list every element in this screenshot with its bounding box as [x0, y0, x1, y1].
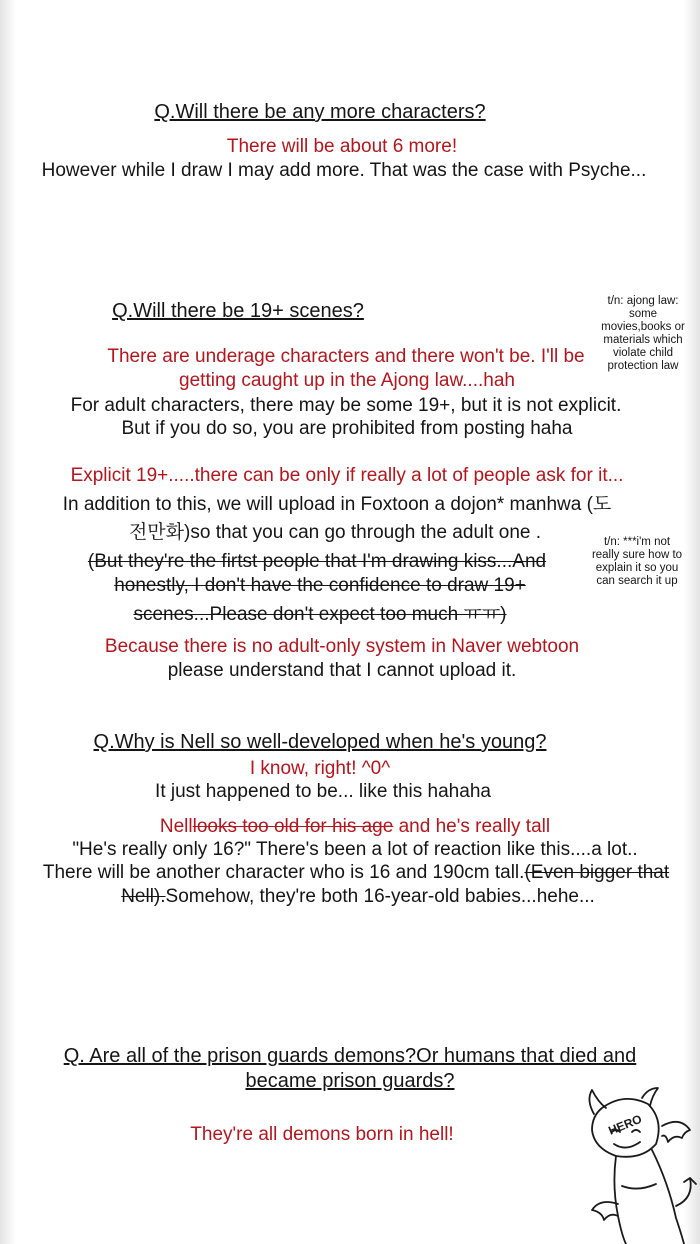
q3-line-6: Nell).Somehow, they're both 16-year-old babies...hehe...: [121, 886, 595, 907]
q2-red-line-2: getting caught up in the Ajong law....hah: [179, 370, 515, 391]
q2-red-line-1: There are underage characters and there won't be. I'll be: [107, 346, 585, 367]
q3-question: Q.Why is Nell so well-developed when he's young?: [93, 731, 547, 753]
q3-line-4: "He's really only 16?" There's been a lot of reaction like this....a lot..: [72, 839, 638, 860]
translator-note-dojon: t/n: ***i'm not really sure how to explain it so you can search it up: [591, 536, 683, 587]
q4-red-answer: They're all demons born in hell!: [190, 1124, 454, 1145]
q2-struck-line-8: (But they're the firtst people that I'm drawing kiss...And: [87, 551, 547, 572]
q3-red-answer: I know, right! ^0^: [249, 758, 391, 779]
q2-line-4: But if you do so, you are prohibited from posting haha: [121, 418, 573, 439]
q1-question: Q.Will there be any more characters?: [154, 101, 486, 123]
q1-answer: However while I draw I may add more. That was the case with Psyche...: [41, 160, 647, 181]
q1-red-answer: There will be about 6 more!: [226, 136, 458, 157]
q4-question-line-1: Q. Are all of the prison guards demons?Or humans that died and: [63, 1045, 637, 1067]
q2-line-3: For adult characters, there may be some 19+, but it is not explicit.: [70, 395, 622, 416]
q3-line-5: There will be another character who is 16 and 190cm tall.(Even bigger that: [42, 862, 670, 883]
q2-struck-line-9: honestly, I don't have the confidence to draw 19+: [114, 575, 526, 596]
translator-note-ajong-law: t/n: ajong law: some movies,books or materials which violate child protection law: [601, 295, 685, 372]
q2-line-6: In addition to this, we will upload in Foxtoon a dojon* manhwa (도: [62, 494, 612, 515]
q3-line-2: It just happened to be... like this hahaha: [155, 781, 491, 802]
q2-line-7: 전만화)so that you can go through the adult one .: [128, 522, 542, 543]
q2-red-line-5: Explicit 19+.....there can be only if really a lot of people ask for it...: [70, 465, 624, 486]
q3-red-line-3: Nelllooks too old for his age and he's really tall: [159, 816, 551, 837]
q2-struck-line-10: scenes...Please don't expect too much ㅠㅠ): [133, 604, 507, 625]
devil-mascot-icon: [572, 1086, 700, 1244]
q2-question: Q.Will there be 19+ scenes?: [112, 300, 364, 322]
q2-line-12: please understand that I cannot upload it.: [167, 660, 517, 681]
mascot-label: HERO: [606, 1111, 644, 1138]
q4-question-line-2: became prison guards?: [245, 1070, 455, 1092]
q2-red-line-11: Because there is no adult-only system in Naver webtoon: [104, 636, 580, 657]
